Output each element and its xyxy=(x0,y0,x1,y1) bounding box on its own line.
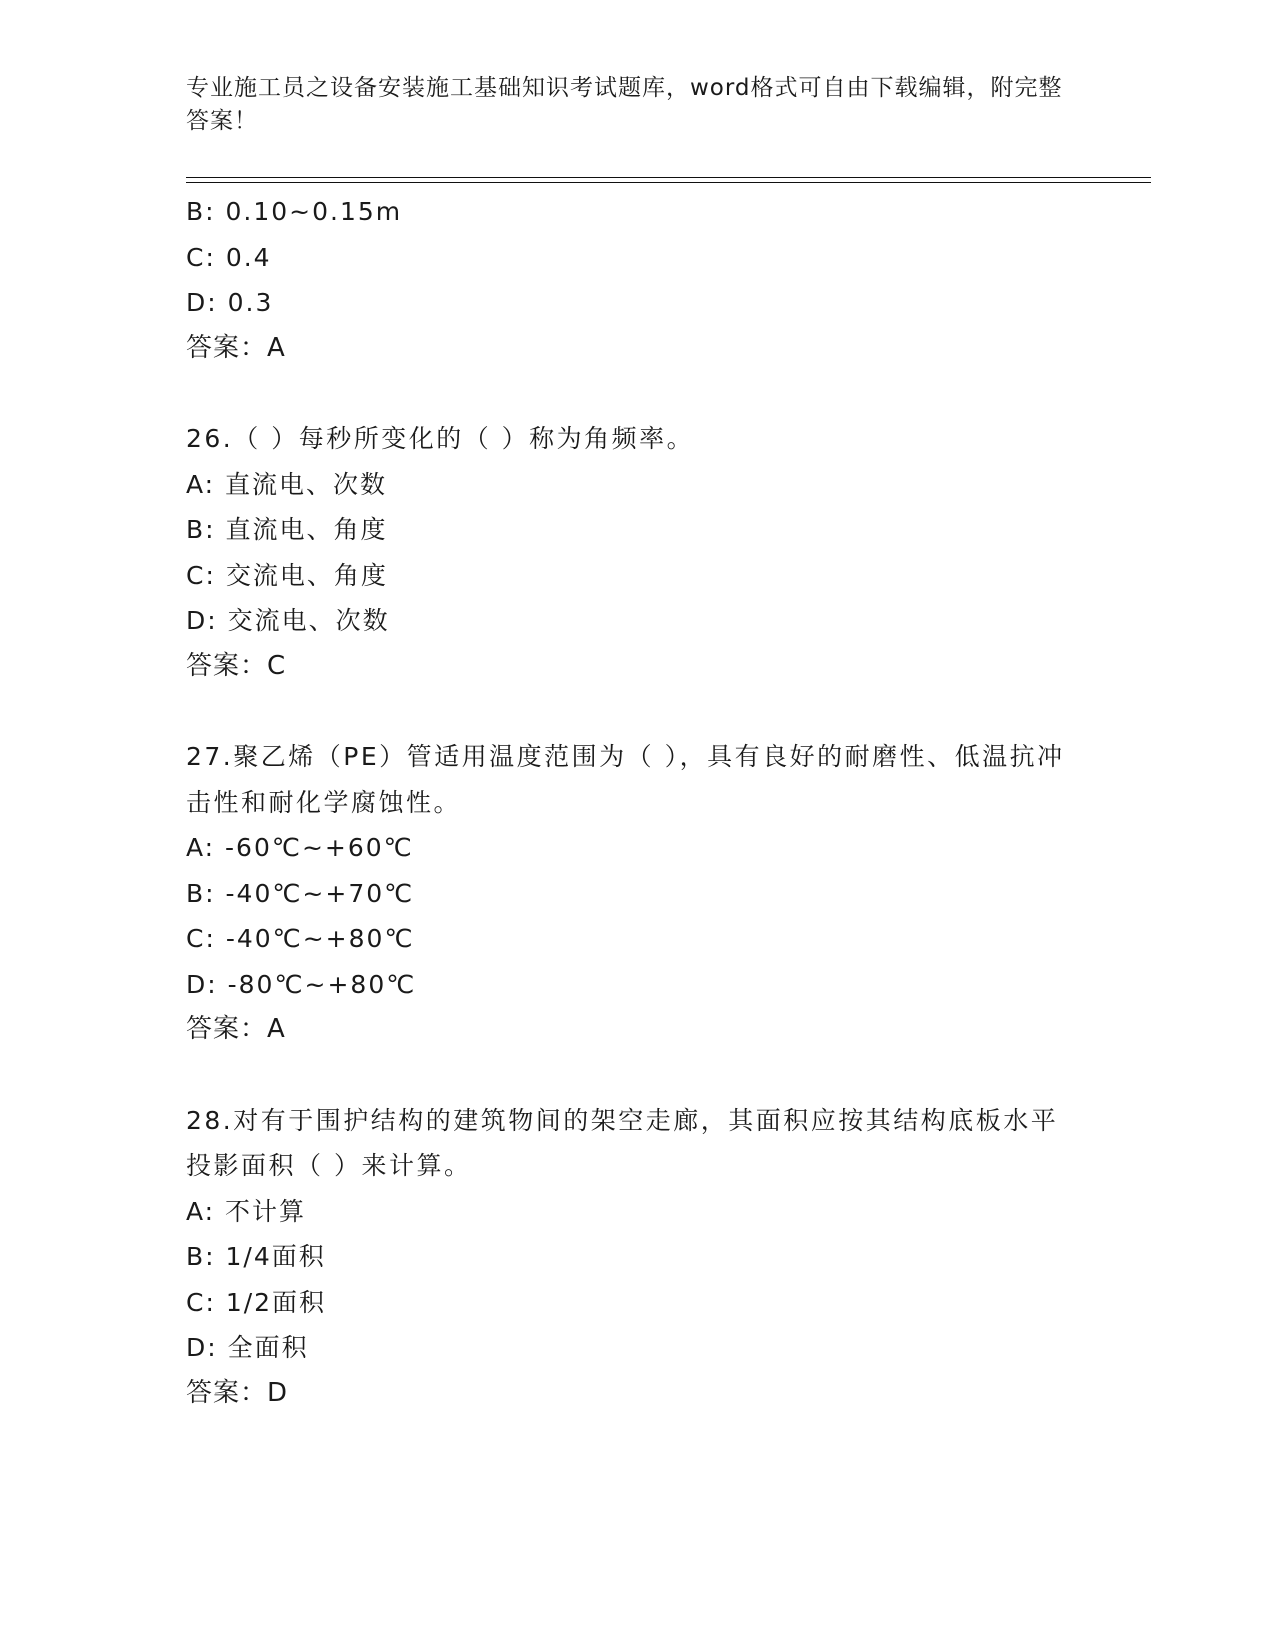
option-b: B: 直流电、角度 xyxy=(186,515,388,544)
option-c: C: 0.4 xyxy=(186,242,272,272)
question-text: 28.对有于围护结构的建筑物间的架空走廊，其面积应按其结构底板水平投影面积（ ）来计算。 xyxy=(186,1105,1059,1180)
answer-line: 答案：D xyxy=(186,1377,289,1408)
option-a: A: 不计算 xyxy=(186,1196,307,1226)
answer-line: 答案：C xyxy=(186,650,287,681)
option-c: C: 交流电、角度 xyxy=(186,560,388,590)
question-28 xyxy=(186,1098,1086,1417)
question-27 xyxy=(186,734,1086,1053)
question-content xyxy=(186,189,1086,1416)
option-a: A: -60℃~+60℃ xyxy=(186,833,414,862)
page-header-text: 专业施工员之设备安装施工基础知识考试题库，word格式可自由下载编辑，附完整答案！ xyxy=(186,75,1063,134)
question-26 xyxy=(186,416,1086,689)
option-c: C: 1/2面积 xyxy=(186,1287,327,1317)
header-rule-top xyxy=(186,177,1151,178)
option-c: C: -40℃~+80℃ xyxy=(186,924,415,953)
option-b: B: 1/4面积 xyxy=(186,1242,326,1271)
option-d: D: -80℃~+80℃ xyxy=(186,969,417,999)
option-d: D: 0.3 xyxy=(186,288,274,317)
option-d: D: 全面积 xyxy=(186,1333,309,1362)
header-rule-bottom xyxy=(186,182,1151,183)
option-b: B: -40℃~+70℃ xyxy=(186,878,415,908)
option-d: D: 交流电、次数 xyxy=(186,606,390,635)
answer-line: 答案：A xyxy=(186,1014,286,1044)
prev-question-block xyxy=(186,189,1086,371)
question-text: 26.（ ）每秒所变化的（ ）称为角频率。 xyxy=(186,424,695,453)
question-text: 27.聚乙烯（PE）管适用温度范围为（ ），具有良好的耐磨性、低温抗冲击性和耐化学腐蚀性。 xyxy=(186,742,1065,817)
answer-line: 答案：A xyxy=(186,332,286,363)
option-a: A: 直流电、次数 xyxy=(186,469,388,499)
option-b: B: 0.10~0.15m xyxy=(186,197,403,226)
